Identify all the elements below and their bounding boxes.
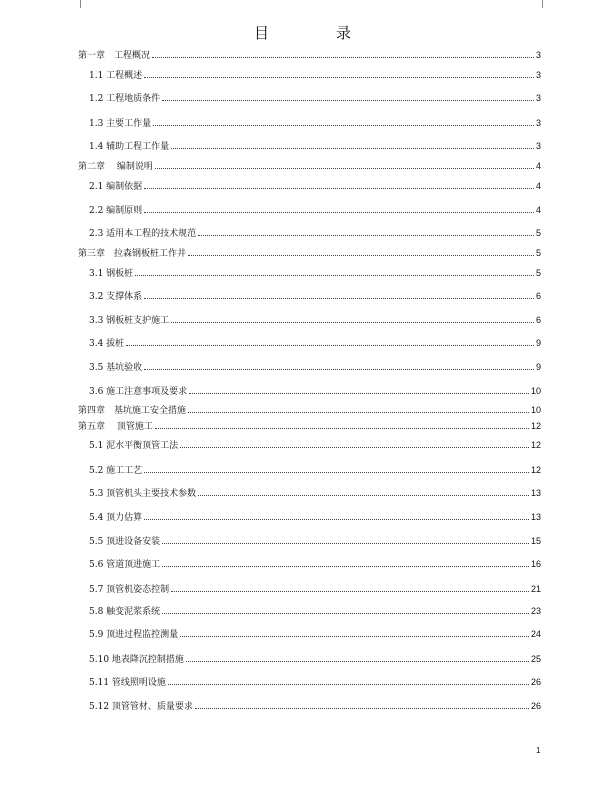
toc-entry-label: 1.1 工程概述: [89, 71, 143, 81]
toc-entry-page: 6: [535, 315, 541, 325]
leader-dots: [126, 339, 534, 346]
toc-entry-page: 12: [530, 465, 541, 475]
leader-dots: [152, 51, 534, 58]
toc-entry-label: 第五章 顶管施工: [78, 422, 153, 432]
toc-entry-page: 3: [535, 70, 541, 80]
toc-entry-5-10[interactable]: [89, 654, 541, 666]
toc-entry-page: 26: [530, 677, 541, 687]
toc-entry-3-4[interactable]: [89, 338, 541, 350]
toc-entry-label: 3.6 施工注意事项及要求: [89, 387, 188, 397]
toc-entry-5-3[interactable]: [89, 488, 541, 500]
toc-entry-5-6[interactable]: [89, 559, 541, 571]
leader-dots: [186, 655, 529, 662]
toc-entry-page: 5: [535, 268, 541, 278]
toc-entry-label: 1.2 工程地质条件: [89, 94, 161, 104]
toc-entry-label: 2.1 编制依据: [89, 182, 143, 192]
leader-dots: [198, 489, 529, 496]
toc-entry-3-3[interactable]: [89, 315, 541, 327]
toc-entry-label: 5.12 顶管管材、质量要求: [89, 702, 193, 712]
toc-entry-label: 2.3 适用本工程的技术规范: [89, 229, 197, 239]
toc-entry-page: 5: [535, 248, 541, 258]
toc-entry-page: 15: [530, 536, 541, 546]
toc-entry-2-3[interactable]: [89, 228, 541, 240]
toc-entry-5-5[interactable]: [89, 536, 541, 548]
leader-dots: [171, 142, 534, 149]
toc-entry-page: 12: [530, 440, 541, 450]
toc-entry-label: 5.2 施工工艺: [89, 466, 143, 476]
toc-entry-3-1[interactable]: [89, 268, 541, 280]
toc-entry-label: 5.11 管线照明设施: [89, 678, 166, 688]
toc-entry-page: 9: [535, 338, 541, 348]
toc-entry-5-9[interactable]: [89, 629, 541, 641]
toc-entry-page: 21: [530, 584, 541, 594]
leader-dots: [171, 316, 534, 323]
leader-dots: [189, 387, 529, 394]
toc-entry-label: 3.3 钢板桩支护施工: [89, 316, 170, 326]
toc-entry-label: 5.10 地表降沉控制措施: [89, 655, 184, 665]
toc-entry-label: 第二章 编制说明: [78, 162, 153, 172]
toc-entry-1-1[interactable]: [89, 70, 541, 82]
toc-entry-page: 5: [535, 228, 541, 238]
leader-dots: [135, 269, 534, 276]
toc-entry-label: 5.4 顶力估算: [89, 513, 143, 523]
toc-entry-page: 4: [535, 205, 541, 215]
leader-dots: [162, 560, 529, 567]
toc-entry-label: 第一章 工程概况: [78, 51, 151, 61]
toc-entry-label: 3.5 基坑验收: [89, 363, 143, 373]
leader-dots: [168, 678, 529, 685]
leader-dots: [180, 441, 529, 448]
leader-dots: [144, 292, 534, 299]
toc-entry-3-6[interactable]: [89, 386, 541, 398]
leader-dots: [153, 119, 534, 126]
leader-dots: [195, 702, 529, 709]
toc-entry-label: 第四章 基坑施工安全措施: [78, 406, 187, 416]
toc-entry-page: 23: [530, 606, 541, 616]
toc-entry-page: 12: [530, 421, 541, 431]
toc-entry-1-3[interactable]: [89, 118, 541, 130]
toc-entry-label: 5.3 顶管机头主要技术参数: [89, 489, 197, 499]
toc-entry-chapter-1[interactable]: [78, 50, 541, 62]
leader-dots: [144, 513, 529, 520]
toc-entry-5-2[interactable]: [89, 465, 541, 477]
toc-entry-page: 9: [535, 362, 541, 372]
leader-dots: [162, 537, 529, 544]
toc-entry-label: 2.2 编制原则: [89, 206, 143, 216]
leader-dots: [180, 630, 529, 637]
leader-dots: [155, 162, 534, 169]
toc-entry-page: 6: [535, 291, 541, 301]
toc-entry-page: 3: [535, 118, 541, 128]
toc-entry-page: 3: [535, 93, 541, 103]
toc-entry-page: 26: [530, 701, 541, 711]
toc-entry-page: 16: [530, 559, 541, 569]
toc-entry-page: 10: [530, 405, 541, 415]
toc-entry-label: 3.1 钢板桩: [89, 269, 134, 279]
toc-entry-5-12[interactable]: [89, 701, 541, 713]
toc-entry-label: 1.3 主要工作量: [89, 119, 152, 129]
toc-entry-1-4[interactable]: [89, 141, 541, 153]
toc-entry-label: 5.5 顶进设备安装: [89, 537, 161, 547]
leader-dots: [162, 94, 534, 101]
toc-entry-5-4[interactable]: [89, 512, 541, 524]
toc-entry-label: 5.7 顶管机姿态控制: [89, 585, 170, 595]
leader-dots: [162, 607, 529, 614]
toc-entry-label: 5.1 泥水平衡顶管工法: [89, 441, 179, 451]
toc-entry-label: 3.2 支撑体系: [89, 292, 143, 302]
toc-entry-chapter-4[interactable]: [78, 405, 541, 417]
toc-entry-5-7[interactable]: [89, 584, 541, 596]
toc-entry-label: 5.9 顶进过程监控测量: [89, 630, 179, 640]
toc-entry-chapter-3[interactable]: [78, 248, 541, 260]
toc-entry-page: 25: [530, 654, 541, 664]
toc-entry-page: 24: [530, 629, 541, 639]
leader-dots: [171, 585, 529, 592]
leader-dots: [144, 182, 534, 189]
leader-dots: [144, 71, 534, 78]
toc-entry-5-1[interactable]: [89, 440, 541, 452]
leader-dots: [188, 406, 529, 413]
toc-entry-2-2[interactable]: [89, 205, 541, 217]
toc-entry-page: 4: [535, 161, 541, 171]
leader-dots: [144, 466, 529, 473]
leader-dots: [188, 249, 534, 256]
page-number: 1: [536, 746, 541, 755]
leader-dots: [198, 229, 534, 236]
toc-entry-3-5[interactable]: [89, 362, 541, 374]
toc-entry-5-11[interactable]: [89, 677, 541, 689]
toc-entry-page: 3: [535, 141, 541, 151]
toc-entry-page: 3: [535, 50, 541, 60]
leader-dots: [144, 363, 534, 370]
toc-entry-page: 13: [530, 512, 541, 522]
toc-entry-5-8[interactable]: [89, 606, 541, 618]
toc-entry-chapter-5[interactable]: [78, 421, 541, 433]
toc-entry-2-1[interactable]: [89, 181, 541, 193]
toc-entry-page: 13: [530, 488, 541, 498]
toc-entry-page: 10: [530, 386, 541, 396]
leader-dots: [155, 422, 529, 429]
toc-entry-3-2[interactable]: [89, 291, 541, 303]
toc-entry-chapter-2[interactable]: [78, 161, 541, 173]
toc-entry-label: 3.4 拔桩: [89, 339, 125, 349]
toc-entry-label: 5.6 管道顶进施工: [89, 560, 161, 570]
toc-entry-1-2[interactable]: [89, 93, 541, 105]
toc-title: 目 录: [253, 24, 377, 42]
toc-entry-label: 1.4 辅助工程工作量: [89, 142, 170, 152]
toc-entry-label: 5.8 触变泥浆系统: [89, 607, 161, 617]
toc-entry-page: 4: [535, 181, 541, 191]
leader-dots: [144, 206, 534, 213]
toc-entry-label: 第三章 拉森钢板桩工作井: [78, 249, 187, 259]
